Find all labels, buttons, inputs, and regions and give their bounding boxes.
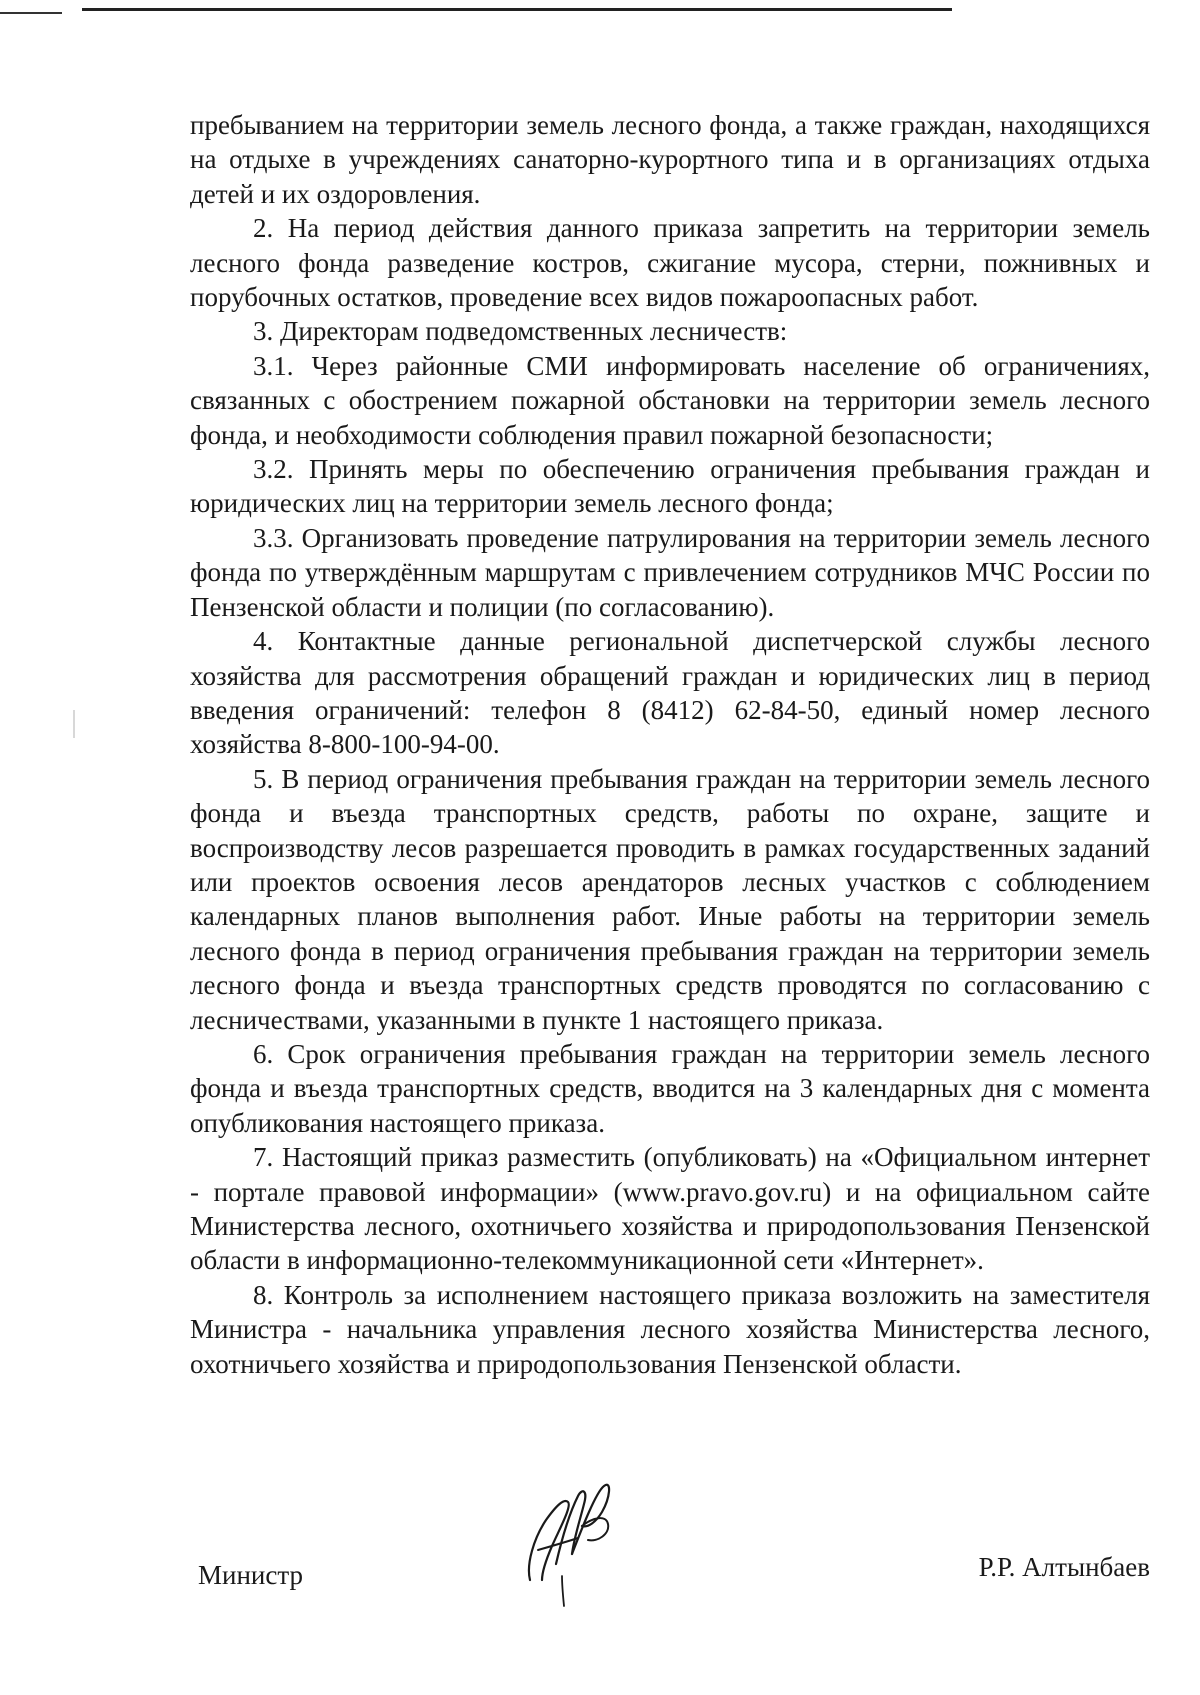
paragraph-continuation: пребыванием на территории земель лесного фонда, а также граждан, находящихся на отдыхе в учреждениях санаторно-курортного типа и в организациях отдыха детей и их оздоровления. bbox=[190, 110, 1150, 209]
signatory-name: Р.Р. Алтынбаев bbox=[978, 1552, 1150, 1582]
paragraph-item-3: 3. Директорам подведомственных лесничеств: bbox=[253, 316, 788, 347]
scan-edge-line-left bbox=[0, 12, 62, 14]
paragraph-item-5: 5. В период ограничения пребывания граждан на территории земель лесного фонда и въезда транспортных средств, работы по охране, защите и воспроизводству лесов разрешается проводить в рамках государственных заданий или проектов освоения лесов арендаторов лесных участков с соблюдением календарных планов выполнения работ. Иные работы на территории земель лесного фонда в период ограничения пребывания граждан на территории земель лесного фонда и въезда транспортных средств проводятся по согласованию с лесничествами, указанными в пункте 1 настоящего приказа. bbox=[190, 763, 1150, 1035]
scan-artifact-mark bbox=[73, 710, 75, 738]
signatory-title: Министр bbox=[198, 1560, 303, 1590]
signature-block bbox=[190, 1552, 1150, 1598]
document-body bbox=[190, 108, 1150, 1381]
paragraph-item-6: 6. Срок ограничения пребывания граждан на территории земель лесного фонда и въезда транспортных средств, вводится на 3 календарных дня с момента опубликования настоящего приказа. bbox=[190, 1038, 1150, 1138]
paragraph-item-3-3: 3.3. Организовать проведение патрулирования на территории земель лесного фонда по утверждённым маршрутам с привлечением сотрудников МЧС России по Пензенской области и полиции (по согласованию). bbox=[190, 522, 1150, 622]
paragraph-item-8: 8. Контроль за исполнением настоящего приказа возложить на заместителя Министра - начальника управления лесного хозяйства Министерства лесного, охотничьего хозяйства и природопользования Пензенской области. bbox=[190, 1279, 1150, 1379]
paragraph-item-2: 2. На период действия данного приказа запретить на территории земель лесного фонда разведение костров, сжигание мусора, стерни, пожнивных и порубочных остатков, проведение всех видов пожароопасных работ. bbox=[190, 213, 1150, 313]
paragraph-item-7: 7. Настоящий приказ разместить (опубликовать) на «Официальном интернет - портале правовой информации» (www.pravo.gov.ru) и на официальном сайте Министерства лесного, охотничьего хозяйства и природопользования Пензенской области в информационно-телекоммуникационной сети «Интернет». bbox=[190, 1142, 1150, 1276]
paragraph-item-3-2: 3.2. Принять меры по обеспечению ограничения пребывания граждан и юридических лиц на территории земель лесного фонда; bbox=[190, 454, 1150, 519]
paragraph-item-3-1: 3.1. Через районные СМИ информировать население об ограничениях, связанных с обострением пожарной обстановки на территории земель лесного фонда, и необходимости соблюдения правил пожарной безопасности; bbox=[190, 350, 1150, 450]
paragraph-item-4: 4. Контактные данные региональной диспетчерской службы лесного хозяйства для рассмотрения обращений граждан и юридических лиц в период введения ограничений: телефон 8 (8412) 62-84-50, единый номер лесного хозяйства 8-800-100-94-00. bbox=[190, 626, 1150, 760]
scan-edge-line-top bbox=[82, 8, 952, 11]
